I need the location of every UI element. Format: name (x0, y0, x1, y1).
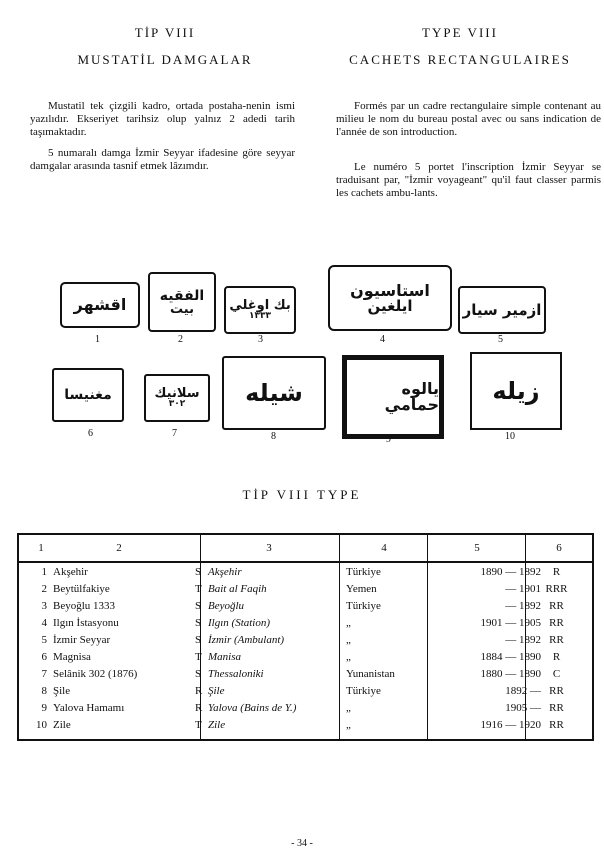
rarity: RR (549, 600, 564, 612)
row-number: 2 (41, 583, 47, 595)
country: „ (346, 702, 351, 714)
table-row (19, 651, 592, 668)
stamp-1 (60, 282, 140, 328)
office-name: Beyoğlu 1333 (53, 600, 116, 612)
stamp-class: S (195, 668, 202, 680)
column-header: 3 (266, 542, 272, 554)
row-number: 1 (41, 566, 47, 578)
office-name-latin: Yalova (Bains de Y.) (208, 702, 297, 714)
stamp-7-text: سلانيك (154, 386, 200, 401)
rarity: C (552, 668, 561, 680)
stamp-9-number: 9 (386, 434, 391, 445)
row-number: 4 (41, 617, 47, 629)
country: „ (346, 617, 351, 629)
row-number: 9 (41, 702, 47, 714)
row-number: 6 (41, 651, 47, 663)
stamp-6-text: مغنيسا (64, 387, 112, 403)
stamp-1-number: 1 (95, 334, 100, 345)
stamp-class: R (195, 702, 203, 714)
office-name-latin: Manisa (208, 651, 241, 663)
table-row (19, 702, 592, 719)
stamp-6-number: 6 (88, 428, 93, 439)
office-name: İzmir Seyyar (53, 634, 111, 646)
stamp-class: T (195, 651, 202, 663)
date-range: 1890 — 1892 (480, 566, 541, 578)
left-section-title: MUSTATİL DAMGALAR (77, 52, 253, 67)
stamp-3 (224, 286, 296, 334)
table-row (19, 617, 592, 634)
country: Yemen (346, 583, 377, 595)
rarity: RRR (545, 583, 568, 595)
rarity: RR (549, 702, 564, 714)
stamp-2-subtext: بيت (170, 301, 194, 317)
stamp-class: S (195, 566, 202, 578)
stamp-4-number: 4 (380, 334, 385, 345)
header-rule (19, 561, 592, 563)
office-name-latin: Beyoğlu (208, 600, 245, 612)
column-header: 5 (474, 542, 480, 554)
country: Türkiye (346, 600, 381, 612)
office-name: Zile (53, 719, 71, 731)
table-row (19, 668, 592, 685)
row-number: 5 (41, 634, 47, 646)
right-type-heading: TYPE VIII (422, 25, 498, 40)
rarity: RR (549, 617, 564, 629)
stamp-3-subtext: ١٣٣٣ (249, 311, 271, 321)
stamp-class: R (195, 685, 203, 697)
stamp-4 (328, 265, 452, 331)
office-name-latin: Ilgın (Station) (208, 617, 271, 629)
stamp-10-text: زيله (492, 377, 540, 405)
stamp-class: T (195, 719, 202, 731)
stamp-8-number: 8 (271, 431, 276, 442)
country: „ (346, 634, 351, 646)
stamp-1-text: اقشهر (73, 295, 127, 314)
office-name: Beytülfakiye (53, 583, 110, 595)
date-range: — 1901 (505, 583, 541, 595)
stamp-5-number: 5 (498, 334, 503, 345)
office-name-latin: İzmir (Ambulant) (208, 634, 285, 646)
office-name-latin: Bait al Faqih (208, 583, 267, 595)
rarity: RR (549, 685, 564, 697)
date-range: 1901 — 1905 (480, 617, 541, 629)
right-paragraph-1: Formés par un cadre rectangulaire simple contenant au milieu le nom du bureau postal avec ou sans indication de l'année de son introduction. (336, 100, 601, 138)
country: „ (346, 719, 351, 731)
right-paragraph-2: Le numéro 5 portet l'inscription İzmir Seyyar se traduisant par, "İzmir voyageant" qu'il faut classer parmis les cachets ambu-lants. (336, 161, 601, 199)
country: Türkiye (346, 566, 381, 578)
row-number: 8 (41, 685, 47, 697)
stamp-9 (342, 355, 444, 439)
row-number: 7 (41, 668, 47, 680)
stamp-3-number: 3 (258, 334, 263, 345)
date-range: 1916 — 1920 (480, 719, 541, 731)
stamp-7-number: 7 (172, 428, 177, 439)
rarity: R (552, 566, 561, 578)
page-number: - 34 - (291, 838, 313, 849)
date-range: — 1892 (505, 600, 541, 612)
office-name: Şile (53, 685, 71, 697)
stamp-6 (52, 368, 124, 422)
office-name-latin: Zile (208, 719, 226, 731)
stamp-class: S (195, 617, 202, 629)
date-range: 1880 — 1890 (480, 668, 541, 680)
stamp-10-number: 10 (505, 431, 515, 442)
table-row (19, 685, 592, 702)
column-header: 6 (556, 542, 562, 554)
date-range: — 1892 (505, 634, 541, 646)
office-name-latin: Akşehir (208, 566, 242, 578)
rarity: RR (549, 719, 564, 731)
column-header: 2 (116, 542, 122, 554)
stamp-8-text: شيله (245, 379, 303, 407)
table-title: TİP VIII TYPE (242, 487, 362, 502)
office-name: Selânik 302 (1876) (53, 668, 138, 680)
stamp-2-text: الفقيه (159, 287, 205, 304)
row-number: 10 (36, 719, 47, 731)
date-range: 1884 — 1890 (480, 651, 541, 663)
stamp-4-subtext: ايلغين (367, 296, 413, 315)
rarity: RR (549, 634, 564, 646)
stamp-8 (222, 356, 326, 430)
stamp-table (17, 533, 594, 741)
date-range: 1905 — (505, 702, 541, 714)
office-name-latin: Şile (208, 685, 225, 697)
stamp-2 (148, 272, 216, 332)
office-name-latin: Thessaloniki (208, 668, 264, 680)
stamp-5 (458, 286, 546, 334)
table-row (19, 600, 592, 617)
office-name: Ilgın İstasyonu (53, 617, 119, 629)
column-header: 1 (38, 542, 44, 554)
row-number: 3 (41, 600, 47, 612)
country: Türkiye (346, 685, 381, 697)
country: Yunanistan (346, 668, 395, 680)
country: „ (346, 651, 351, 663)
table-row (19, 719, 592, 736)
date-range: 1892 — (505, 685, 541, 697)
stamp-2-number: 2 (178, 334, 183, 345)
stamp-3-text: بك اوغلي (229, 298, 291, 313)
stamp-class: S (195, 600, 202, 612)
left-type-heading: TİP VIII (134, 25, 196, 40)
stamp-7-subtext: ٣٠٢ (168, 399, 186, 409)
left-paragraph-2: 5 numaralı damga İzmir Seyyar ifadesine göre seyyar damgalar arasında tasnif etmek lâzımdır. (30, 147, 295, 172)
left-paragraph-1: Mustatil tek çizgili kadro, ortada postaha-nenin ismi yazılıdır. Ekseriyet tarihsiz olup yalnız 2 adedi tarih taşımaktadır. (30, 100, 295, 138)
office-name: Akşehir (53, 566, 88, 578)
stamp-10 (470, 352, 562, 430)
stamp-7 (144, 374, 210, 422)
office-name: Yalova Hamamı (53, 702, 125, 714)
column-header: 4 (381, 542, 387, 554)
rarity: R (552, 651, 561, 663)
stamp-4-text: استاسيون (350, 280, 430, 300)
stamp-5-text: ازمير سيار (462, 300, 542, 319)
table-row (19, 583, 592, 600)
stamp-class: S (195, 634, 202, 646)
table-row (19, 566, 592, 583)
table-row (19, 634, 592, 651)
office-name: Magnisa (53, 651, 91, 663)
stamp-class: T (195, 583, 202, 595)
right-section-title: CACHETS RECTANGULAIRES (349, 52, 571, 67)
stamp-9-text: يالوه حمامي (384, 379, 439, 414)
